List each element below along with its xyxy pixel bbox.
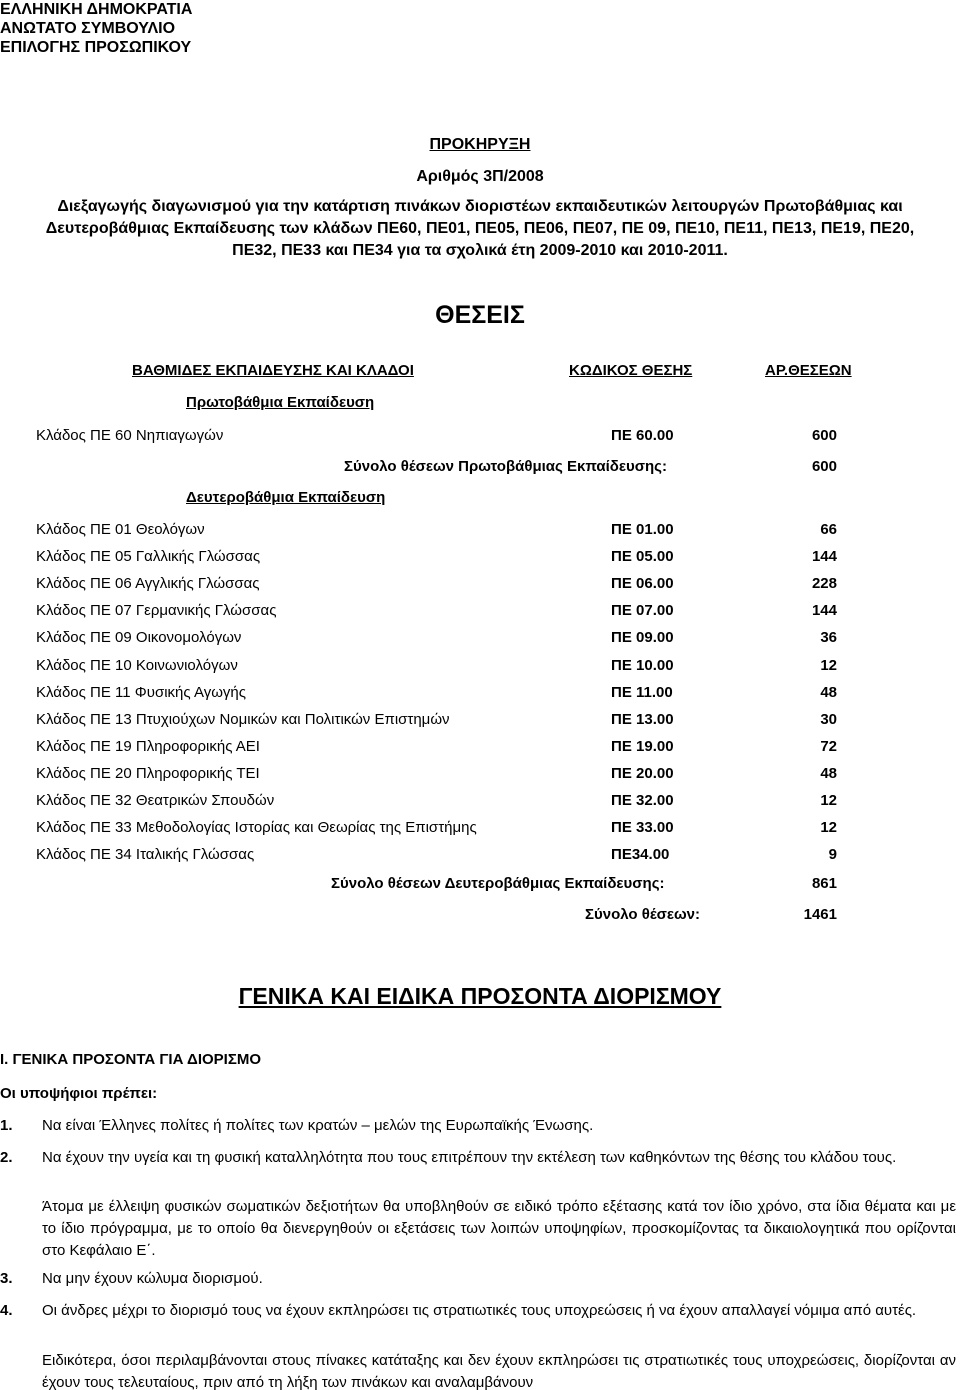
table-row-name: Κλάδος ΠΕ 06 Αγγλικής Γλώσσας xyxy=(36,575,260,592)
header-line-3: ΕΠΙΛΟΓΗΣ ΠΡΟΣΩΠΙΚΟΥ xyxy=(0,39,192,56)
table-row-name: Κλάδος ΠΕ 07 Γερμανικής Γλώσσας xyxy=(36,602,277,619)
table-row-code: ΠΕ 20.00 xyxy=(611,765,674,782)
table-row-count: 600 xyxy=(811,427,837,444)
primary-total-label: Σύνολο θέσεων Πρωτοβάθμιας Εκπαίδευσης: xyxy=(344,458,667,475)
primary-label: Πρωτοβάθμια Εκπαίδευση xyxy=(186,394,375,411)
table-row-name: Κλάδος ΠΕ 10 Κοινωνιολόγων xyxy=(36,657,238,674)
table-row-name: Κλάδος ΠΕ 01 Θεολόγων xyxy=(36,521,205,538)
table-row-count: 12 xyxy=(820,819,837,836)
col-header-count: ΑΡ.ΘΕΣΕΩΝ xyxy=(765,362,852,379)
item-note: Ειδικότερα, όσοι περιλαμβάνονται στους πίνακες κατάταξης και δεν έχουν εκπληρώσει τις στρατιωτικές τους υποχρεώσεις, διορίζονται αν έχουν τους τελευταίους, πριν από τη λήξη των πινάκων και αναλαμβάνουν xyxy=(42,1352,956,1390)
table-row-name: Κλάδος ΠΕ 32 Θεατρικών Σπουδών xyxy=(36,792,275,809)
table-row-name: Κλάδος ΠΕ 33 Μεθοδολογίας Ιστορίας και Θεωρίας της Επιστήμης xyxy=(36,819,477,836)
table-row-count: 66 xyxy=(820,521,837,538)
table-row-code: ΠΕ 07.00 xyxy=(611,602,674,619)
col-header-category: ΒΑΘΜΙΔΕΣ ΕΚΠΑΙΔΕΥΣΗΣ ΚΑΙ ΚΛΑΔΟΙ xyxy=(132,362,414,379)
table-row-code: ΠΕ34.00 xyxy=(611,846,670,863)
item-number: 4. xyxy=(0,1302,13,1319)
announcement-title: ΠΡΟΚΗΡΥΞΗ xyxy=(429,136,531,153)
table-row-count: 48 xyxy=(820,765,837,782)
positions-heading: ΘΕΣΕΙΣ xyxy=(435,301,525,329)
announcement-desc-3: ΠΕ32, ΠΕ33 και ΠΕ34 για τα σχολικά έτη 2009-2010 και 2010-2011. xyxy=(232,242,728,259)
table-row-count: 30 xyxy=(820,711,837,728)
requirements-section-title: Ι. ΓΕΝΙΚΑ ΠΡΟΣΟΝΤΑ ΓΙΑ ΔΙΟΡΙΣΜΟ xyxy=(0,1051,261,1068)
table-row-count: 36 xyxy=(820,629,837,646)
header-line-2: ΑΝΩΤΑΤΟ ΣΥΜΒΟΥΛΙΟ xyxy=(0,20,176,37)
table-row-count: 9 xyxy=(828,846,837,863)
requirements-intro: Οι υποψήφιοι πρέπει: xyxy=(0,1085,158,1102)
table-row-count: 48 xyxy=(820,684,837,701)
table-row-count: 72 xyxy=(820,738,837,755)
grand-total-label: Σύνολο θέσεων: xyxy=(585,906,700,923)
table-row-count: 12 xyxy=(820,792,837,809)
table-row-count: 228 xyxy=(811,575,837,592)
col-header-code: ΚΩΔΙΚΟΣ ΘΕΣΗΣ xyxy=(569,362,693,379)
table-row-name: Κλάδος ΠΕ 05 Γαλλικής Γλώσσας xyxy=(36,548,261,565)
table-row-code: ΠΕ 09.00 xyxy=(611,629,674,646)
table-row-code: ΠΕ 11.00 xyxy=(611,684,673,701)
table-row-count: 12 xyxy=(820,657,837,674)
grand-total-value: 1461 xyxy=(803,906,837,923)
table-row-code: ΠΕ 05.00 xyxy=(611,548,674,565)
table-row-code: ΠΕ 06.00 xyxy=(611,575,674,592)
table-row-name: Κλάδος ΠΕ 19 Πληροφορικής ΑΕΙ xyxy=(36,738,260,755)
table-row-count: 144 xyxy=(811,602,837,619)
item-number: 1. xyxy=(0,1117,13,1134)
table-row-code: ΠΕ 19.00 xyxy=(611,738,674,755)
item-text: Να έχουν την υγεία και τη φυσική καταλληλότητα που τους επιτρέπουν την εκτέλεση των καθηκόντων της θέσης του κλάδου τους. xyxy=(42,1149,897,1166)
table-row-name: Κλάδος ΠΕ 11 Φυσικής Αγωγής xyxy=(36,684,246,701)
table-row-code: ΠΕ 32.00 xyxy=(611,792,674,809)
table-row-name: Κλάδος ΠΕ 09 Οικονομολόγων xyxy=(36,629,242,646)
item-text: Οι άνδρες μέχρι το διορισμό τους να έχουν εκπληρώσει τις στρατιωτικές τους υποχρεώσεις ή να έχουν απαλλαγεί νόμιμα από αυτές. xyxy=(42,1302,917,1319)
table-row-code: ΠΕ 33.00 xyxy=(611,819,674,836)
item-number: 3. xyxy=(0,1270,13,1287)
secondary-total-label: Σύνολο θέσεων Δευτεροβάθμιας Εκπαίδευσης: xyxy=(331,875,665,892)
table-row-name: Κλάδος ΠΕ 60 Νηπιαγωγών xyxy=(36,427,224,444)
item-number: 2. xyxy=(0,1149,13,1166)
table-row-name: Κλάδος ΠΕ 13 Πτυχιούχων Νομικών και Πολιτικών Επιστημών xyxy=(36,711,450,728)
item-text: Να είναι Έλληνες πολίτες ή πολίτες των κρατών – μελών της Ευρωπαϊκής Ένωσης. xyxy=(42,1117,594,1134)
table-row-name: Κλάδος ΠΕ 20 Πληροφορικής ΤΕΙ xyxy=(36,765,260,782)
secondary-label: Δευτεροβάθμια Εκπαίδευση xyxy=(186,489,386,506)
announcement-desc-1: Διεξαγωγής διαγωνισμού για την κατάρτιση πινάκων διοριστέων εκπαιδευτικών λειτουργών Πρωτοβάθμιας και xyxy=(57,198,903,215)
table-row-count: 144 xyxy=(811,548,837,565)
item-text: Να μην έχουν κώλυμα διορισμού. xyxy=(42,1270,263,1287)
announcement-desc-2: Δευτεροβάθμιας Εκπαίδευσης των κλάδων ΠΕ60, ΠΕ01, ΠΕ05, ΠΕ06, ΠΕ07, ΠΕ 09, ΠΕ10, ΠΕ11, ΠΕ13, ΠΕ19, ΠΕ20, xyxy=(45,220,915,237)
table-row-name: Κλάδος ΠΕ 34 Ιταλικής Γλώσσας xyxy=(36,846,255,863)
announcement-number: Αριθμός 3Π/2008 xyxy=(416,168,544,185)
requirements-heading: ΓΕΝΙΚΑ ΚΑΙ ΕΙΔΙΚΑ ΠΡΟΣΟΝΤΑ ΔΙΟΡΙΣΜΟΥ xyxy=(238,983,722,1009)
secondary-total-value: 861 xyxy=(811,875,837,892)
table-row-code: ΠΕ 01.00 xyxy=(611,521,674,538)
item-note: Άτομα με έλλειψη φυσικών σωματικών δεξιοτήτων θα υποβληθούν σε ειδικό τρόπο εξέτασης κατά τον ίδιο χρόνο, στα ίδια θέματα και με το ίδιο πρόγραμμα, με το οποίο θα διενεργηθούν οι εξετάσεις των λοιπών υποψηφίων, προσκομίζοντας τα δικαιολογητικά που ορίζονται στο Κεφάλαιο Ε΄. xyxy=(42,1198,956,1259)
primary-total-value: 600 xyxy=(811,458,837,475)
table-row-code: ΠΕ 10.00 xyxy=(611,657,674,674)
table-row-code: ΠΕ 13.00 xyxy=(611,711,674,728)
header-line-1: ΕΛΛΗΝΙΚΗ ΔΗΜΟΚΡΑΤΙΑ xyxy=(0,1,193,18)
table-row-code: ΠΕ 60.00 xyxy=(611,427,674,444)
